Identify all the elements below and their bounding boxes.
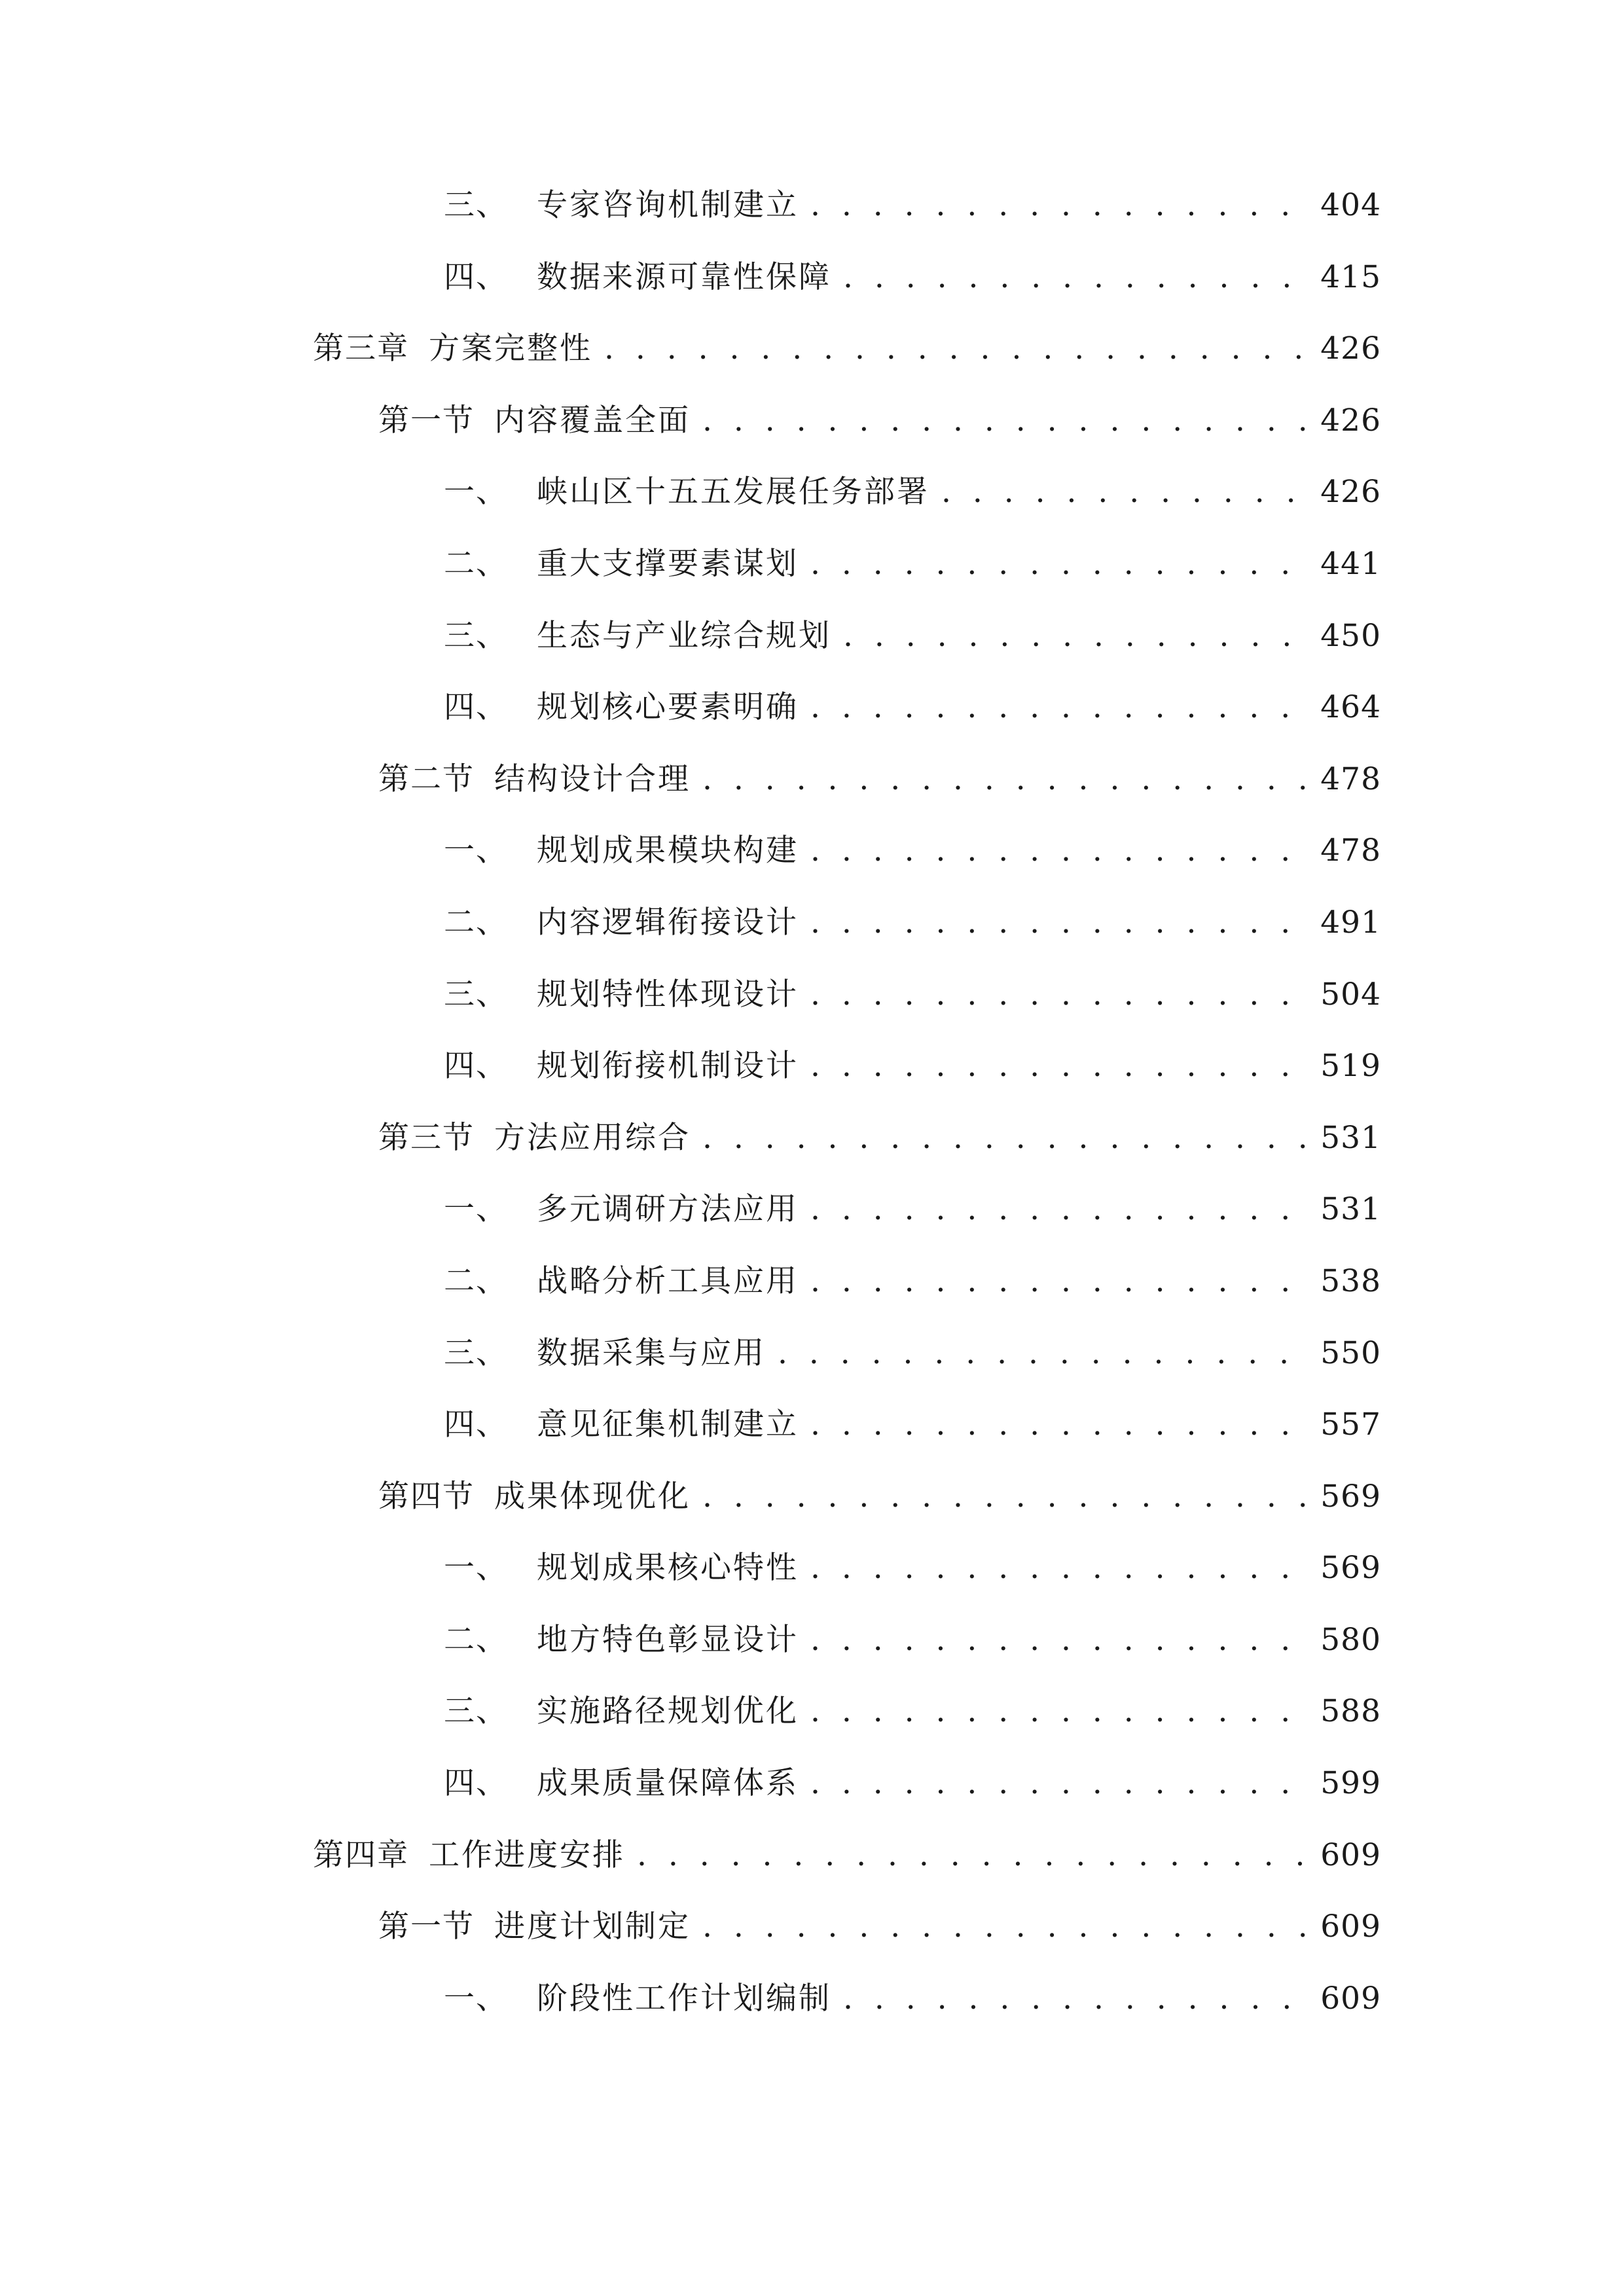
toc-entry-title: 内容逻辑衔接设计 bbox=[537, 904, 799, 941]
toc-entry-title: 规划特性体现设计 bbox=[537, 976, 799, 1013]
dot-leader bbox=[810, 1194, 1306, 1225]
toc-entry-title: 数据来源可靠性保障 bbox=[537, 259, 831, 295]
toc-entry[interactable] bbox=[313, 476, 1381, 548]
toc-entry-page: 538 bbox=[1320, 1263, 1381, 1299]
toc-entry-number: 第四章 bbox=[313, 1837, 409, 1873]
toc-entry-number: 一、 bbox=[444, 833, 508, 869]
toc-entry-page: 609 bbox=[1320, 1909, 1381, 1945]
toc-entry-title: 结构设计合理 bbox=[494, 761, 691, 797]
toc-entry-title: 专家咨询机制建立 bbox=[537, 187, 799, 223]
toc-entry-number: 一、 bbox=[444, 1191, 508, 1228]
dot-leader bbox=[810, 1266, 1306, 1297]
toc-entry[interactable] bbox=[313, 1980, 1381, 2055]
toc-entry-title: 成果体现优化 bbox=[494, 1478, 691, 1515]
table-of-contents bbox=[313, 187, 1381, 2054]
toc-entry[interactable] bbox=[313, 1263, 1381, 1338]
toc-entry-title: 规划成果核心特性 bbox=[537, 1550, 799, 1587]
toc-entry[interactable] bbox=[313, 187, 1381, 262]
toc-entry-page: 504 bbox=[1320, 976, 1381, 1013]
toc-entry-number: 三、 bbox=[444, 1335, 508, 1371]
toc-entry-page: 519 bbox=[1320, 1048, 1381, 1085]
toc-entry-title: 进度计划制定 bbox=[494, 1909, 691, 1945]
toc-entry-page: 464 bbox=[1320, 689, 1381, 726]
toc-entry-number: 第四节 bbox=[378, 1478, 475, 1515]
toc-entry-page: 609 bbox=[1320, 1837, 1381, 1873]
toc-entry-number: 三、 bbox=[444, 976, 508, 1013]
toc-entry-title: 工作进度安排 bbox=[429, 1837, 625, 1873]
toc-entry-number: 第三章 bbox=[313, 331, 409, 367]
toc-entry-title: 方法应用综合 bbox=[494, 1119, 691, 1156]
toc-entry-page: 404 bbox=[1320, 187, 1381, 223]
toc-entry-title: 生态与产业综合规划 bbox=[537, 617, 831, 654]
toc-entry-number: 二、 bbox=[444, 1621, 508, 1658]
toc-entry-page: 550 bbox=[1320, 1335, 1381, 1371]
dot-leader bbox=[810, 1624, 1306, 1655]
toc-entry[interactable] bbox=[313, 259, 1381, 334]
toc-entry[interactable] bbox=[313, 1191, 1381, 1266]
toc-entry-title: 阶段性工作计划编制 bbox=[537, 1980, 831, 2017]
toc-entry-title: 规划成果模块构建 bbox=[537, 833, 799, 869]
dot-leader bbox=[810, 548, 1306, 579]
toc-entry-page: 531 bbox=[1320, 1191, 1381, 1228]
dot-leader bbox=[702, 764, 1306, 795]
dot-leader bbox=[810, 1696, 1306, 1727]
dot-leader bbox=[843, 1983, 1306, 2014]
toc-entry-page: 415 bbox=[1320, 259, 1381, 295]
toc-entry-number: 四、 bbox=[444, 259, 508, 295]
toc-entry[interactable] bbox=[313, 1552, 1381, 1624]
toc-entry-page: 557 bbox=[1320, 1407, 1381, 1443]
dot-leader bbox=[702, 1122, 1306, 1153]
toc-entry-section[interactable] bbox=[313, 1478, 1381, 1553]
toc-entry-page: 426 bbox=[1320, 402, 1381, 439]
dot-leader bbox=[941, 476, 1306, 507]
toc-entry-number: 第一节 bbox=[378, 1909, 475, 1945]
toc-entry-page: 569 bbox=[1320, 1478, 1381, 1515]
toc-entry-section[interactable] bbox=[313, 1119, 1381, 1194]
dot-leader bbox=[604, 333, 1306, 364]
toc-entry-number: 三、 bbox=[444, 617, 508, 654]
toc-entry[interactable] bbox=[313, 689, 1381, 764]
toc-entry-section[interactable] bbox=[313, 402, 1381, 477]
toc-entry-number: 一、 bbox=[444, 1550, 508, 1587]
toc-entry[interactable] bbox=[313, 835, 1381, 907]
toc-entry-title: 规划衔接机制设计 bbox=[537, 1048, 799, 1085]
toc-entry[interactable] bbox=[313, 1409, 1381, 1481]
toc-entry[interactable] bbox=[313, 904, 1381, 979]
toc-entry-number: 第一节 bbox=[378, 402, 475, 439]
toc-entry-page: 478 bbox=[1320, 761, 1381, 797]
toc-entry-page: 569 bbox=[1320, 1550, 1381, 1587]
toc-entry[interactable] bbox=[313, 1621, 1381, 1696]
toc-entry-title: 多元调研方法应用 bbox=[537, 1191, 799, 1228]
dot-leader bbox=[810, 1409, 1306, 1440]
toc-entry[interactable] bbox=[313, 617, 1381, 692]
dot-leader bbox=[810, 835, 1306, 866]
toc-entry-page: 478 bbox=[1320, 833, 1381, 869]
dot-leader bbox=[810, 907, 1306, 938]
dot-leader bbox=[810, 1050, 1306, 1081]
toc-entry-title: 方案完整性 bbox=[429, 331, 592, 367]
toc-entry-title: 规划核心要素明确 bbox=[537, 689, 799, 726]
toc-entry-title: 意见征集机制建立 bbox=[537, 1407, 799, 1443]
toc-entry-title: 数据采集与应用 bbox=[537, 1335, 766, 1371]
toc-entry-number: 三、 bbox=[444, 187, 508, 223]
toc-entry[interactable] bbox=[313, 1693, 1381, 1768]
toc-entry-number: 四、 bbox=[444, 1048, 508, 1085]
toc-entry-section[interactable] bbox=[313, 1911, 1381, 1983]
dot-leader bbox=[637, 1840, 1306, 1871]
toc-entry-number: 二、 bbox=[444, 904, 508, 941]
toc-entry-title: 重大支撑要素谋划 bbox=[537, 545, 799, 582]
toc-entry[interactable] bbox=[313, 1050, 1381, 1122]
toc-entry-page: 609 bbox=[1320, 1980, 1381, 2017]
toc-entry-title: 成果质量保障体系 bbox=[537, 1765, 799, 1802]
dot-leader bbox=[810, 1552, 1306, 1583]
toc-entry-title: 实施路径规划优化 bbox=[537, 1693, 799, 1730]
dot-leader bbox=[810, 1768, 1306, 1799]
toc-entry[interactable] bbox=[313, 1765, 1381, 1840]
toc-entry-number: 三、 bbox=[444, 1693, 508, 1730]
dot-leader bbox=[702, 1911, 1306, 1942]
toc-entry-number: 四、 bbox=[444, 1765, 508, 1802]
toc-entry-page: 580 bbox=[1320, 1621, 1381, 1658]
toc-entry-number: 二、 bbox=[444, 1263, 508, 1299]
toc-entry-number: 一、 bbox=[444, 474, 508, 511]
toc-entry-title: 地方特色彰显设计 bbox=[537, 1621, 799, 1658]
toc-entry[interactable] bbox=[313, 1335, 1381, 1410]
toc-entry-number: 四、 bbox=[444, 1407, 508, 1443]
toc-entry-page: 588 bbox=[1320, 1693, 1381, 1730]
toc-entry-number: 二、 bbox=[444, 545, 508, 582]
dot-leader bbox=[702, 1481, 1306, 1512]
dot-leader bbox=[810, 979, 1306, 1010]
toc-entry-page: 531 bbox=[1320, 1119, 1381, 1156]
dot-leader bbox=[702, 405, 1306, 436]
dot-leader bbox=[843, 262, 1306, 293]
dot-leader bbox=[778, 1338, 1306, 1369]
toc-entry[interactable] bbox=[313, 976, 1381, 1051]
toc-entry-title: 内容覆盖全面 bbox=[494, 402, 691, 439]
toc-entry-page: 426 bbox=[1320, 474, 1381, 511]
toc-entry-page: 450 bbox=[1320, 617, 1381, 654]
toc-entry-chapter[interactable] bbox=[313, 1837, 1381, 1912]
toc-entry-number: 四、 bbox=[444, 689, 508, 726]
toc-entry-page: 426 bbox=[1320, 331, 1381, 367]
toc-entry-page: 599 bbox=[1320, 1765, 1381, 1802]
toc-entry-chapter[interactable] bbox=[313, 333, 1381, 405]
toc-entry-number: 第二节 bbox=[378, 761, 475, 797]
toc-entry-page: 491 bbox=[1320, 904, 1381, 941]
toc-entry[interactable] bbox=[313, 545, 1381, 620]
dot-leader bbox=[843, 620, 1306, 651]
toc-entry-page: 441 bbox=[1320, 545, 1381, 582]
toc-entry-number: 第三节 bbox=[378, 1119, 475, 1156]
dot-leader bbox=[810, 190, 1306, 221]
toc-entry-section[interactable] bbox=[313, 761, 1381, 836]
dot-leader bbox=[810, 692, 1306, 723]
toc-entry-title: 战略分析工具应用 bbox=[537, 1263, 799, 1299]
toc-entry-number: 一、 bbox=[444, 1980, 508, 2017]
toc-entry-title: 峡山区十五五发展任务部署 bbox=[537, 474, 929, 511]
